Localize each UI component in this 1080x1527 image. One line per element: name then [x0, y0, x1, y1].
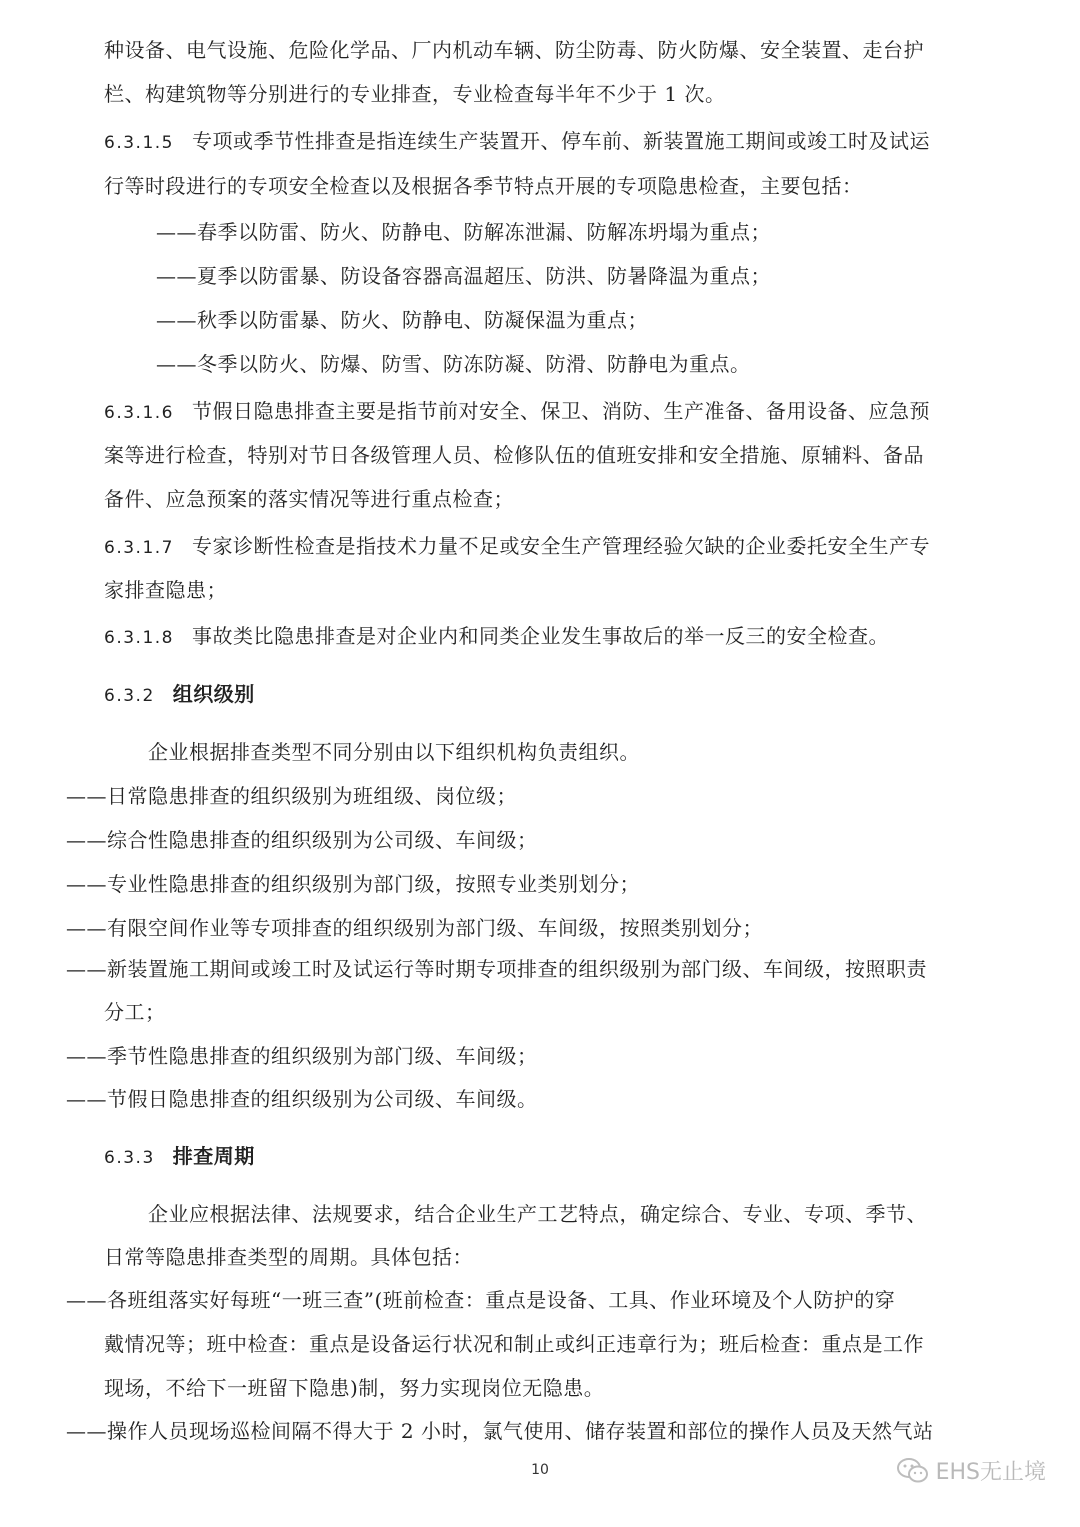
list-item: ——季节性隐患排查的组织级别为部门级、车间级； [66, 1044, 538, 1068]
section-number: 6.3.1.6 [104, 403, 174, 423]
heading-text: 排查周期 [172, 1144, 255, 1168]
list-item: ——夏季以防雷暴、防设备容器高温超压、防洪、防暑降温为重点； [156, 264, 771, 288]
text-line: 事故类比隐患排查是对企业内和同类企业发生事故后的举一反三的安全检查。 [191, 624, 889, 648]
list-item: ——综合性隐患排查的组织级别为公司级、车间级； [66, 828, 538, 852]
list-item: ——专业性隐患排查的组织级别为部门级，按照专业类别划分； [66, 872, 640, 896]
list-item-continuation: 现场，不给下一班留下隐患)制，努力实现岗位无隐患。 [104, 1376, 605, 1400]
text-line: 日常等隐患排查类型的周期。具体包括： [104, 1245, 473, 1269]
text-line: 企业应根据法律、法规要求，结合企业生产工艺特点，确定综合、专业、专项、季节、 [148, 1202, 927, 1226]
list-item: ——冬季以防火、防爆、防雪、防冻防凝、防滑、防静电为重点。 [156, 352, 751, 376]
watermark [896, 1455, 1046, 1486]
text-line: 栏、构建筑物等分别进行的专业排查，专业检查每半年不少于 1 次。 [104, 82, 726, 106]
list-item: ——节假日隐患排查的组织级别为公司级、车间级。 [66, 1087, 538, 1111]
list-item-continuation: 戴情况等；班中检查：重点是设备运行状况和制止或纠正违章行为；班后检查：重点是工作 [104, 1332, 924, 1356]
text-line: 企业根据排查类型不同分别由以下组织机构负责组织。 [148, 740, 640, 764]
list-item: ——操作人员现场巡检间隔不得大于 2 小时，氯气使用、储存装置和部位的操作人员及天然气站 [66, 1419, 934, 1443]
wechat-icon [896, 1456, 930, 1486]
section-number: 6.3.2 [104, 686, 155, 706]
text-line: 备件、应急预案的落实情况等进行重点检查； [104, 487, 514, 511]
clause-6-3-1-6 [104, 397, 930, 427]
list-item: ——有限空间作业等专项排查的组织级别为部门级、车间级，按照类别划分； [66, 916, 763, 940]
section-number: 6.3.1.7 [104, 538, 174, 558]
clause-6-3-1-5 [104, 127, 930, 157]
page-number: 10 [531, 1462, 549, 1478]
list-item: ——秋季以防雷暴、防火、防静电、防凝保温为重点； [156, 308, 648, 332]
list-item: ——新装置施工期间或竣工时及试运行等时期专项排查的组织级别为部门级、车间级，按照职责 [66, 957, 927, 981]
section-heading-6-3-2 [104, 680, 255, 710]
section-number: 6.3.1.8 [104, 628, 174, 648]
list-item-continuation: 分工； [104, 1000, 166, 1024]
list-item: ——日常隐患排查的组织级别为班组级、岗位级； [66, 784, 517, 808]
section-heading-6-3-3 [104, 1142, 255, 1172]
list-item: ——各班组落实好每班“一班三查”(班前检查：重点是设备、工具、作业环境及个人防护的穿 [66, 1288, 896, 1312]
text-line: 专项或季节性排查是指连续生产装置开、停车前、新装置施工期间或竣工时及试运 [191, 129, 930, 153]
text-line: 种设备、电气设施、危险化学品、厂内机动车辆、防尘防毒、防火防爆、安全装置、走台护 [104, 38, 924, 62]
text-line: 案等进行检查，特别对节日各级管理人员、检修队伍的值班安排和安全措施、原辅料、备品 [104, 443, 924, 467]
section-number: 6.3.1.5 [104, 133, 174, 153]
text-line: 家排查隐患； [104, 578, 227, 602]
clause-6-3-1-8 [104, 622, 889, 652]
text-line: 行等时段进行的专项安全检查以及根据各季节特点开展的专项隐患检查，主要包括： [104, 174, 863, 198]
watermark-text: EHS无止境 [935, 1460, 1046, 1485]
section-number: 6.3.3 [104, 1148, 155, 1168]
text-line: 专家诊断性检查是指技术力量不足或安全生产管理经验欠缺的企业委托安全生产专 [191, 534, 930, 558]
clause-6-3-1-7 [104, 532, 930, 562]
heading-text: 组织级别 [172, 682, 255, 706]
list-item: ——春季以防雷、防火、防静电、防解冻泄漏、防解冻坍塌为重点； [156, 220, 771, 244]
text-line: 节假日隐患排查主要是指节前对安全、保卫、消防、生产准备、备用设备、应急预 [191, 399, 930, 423]
